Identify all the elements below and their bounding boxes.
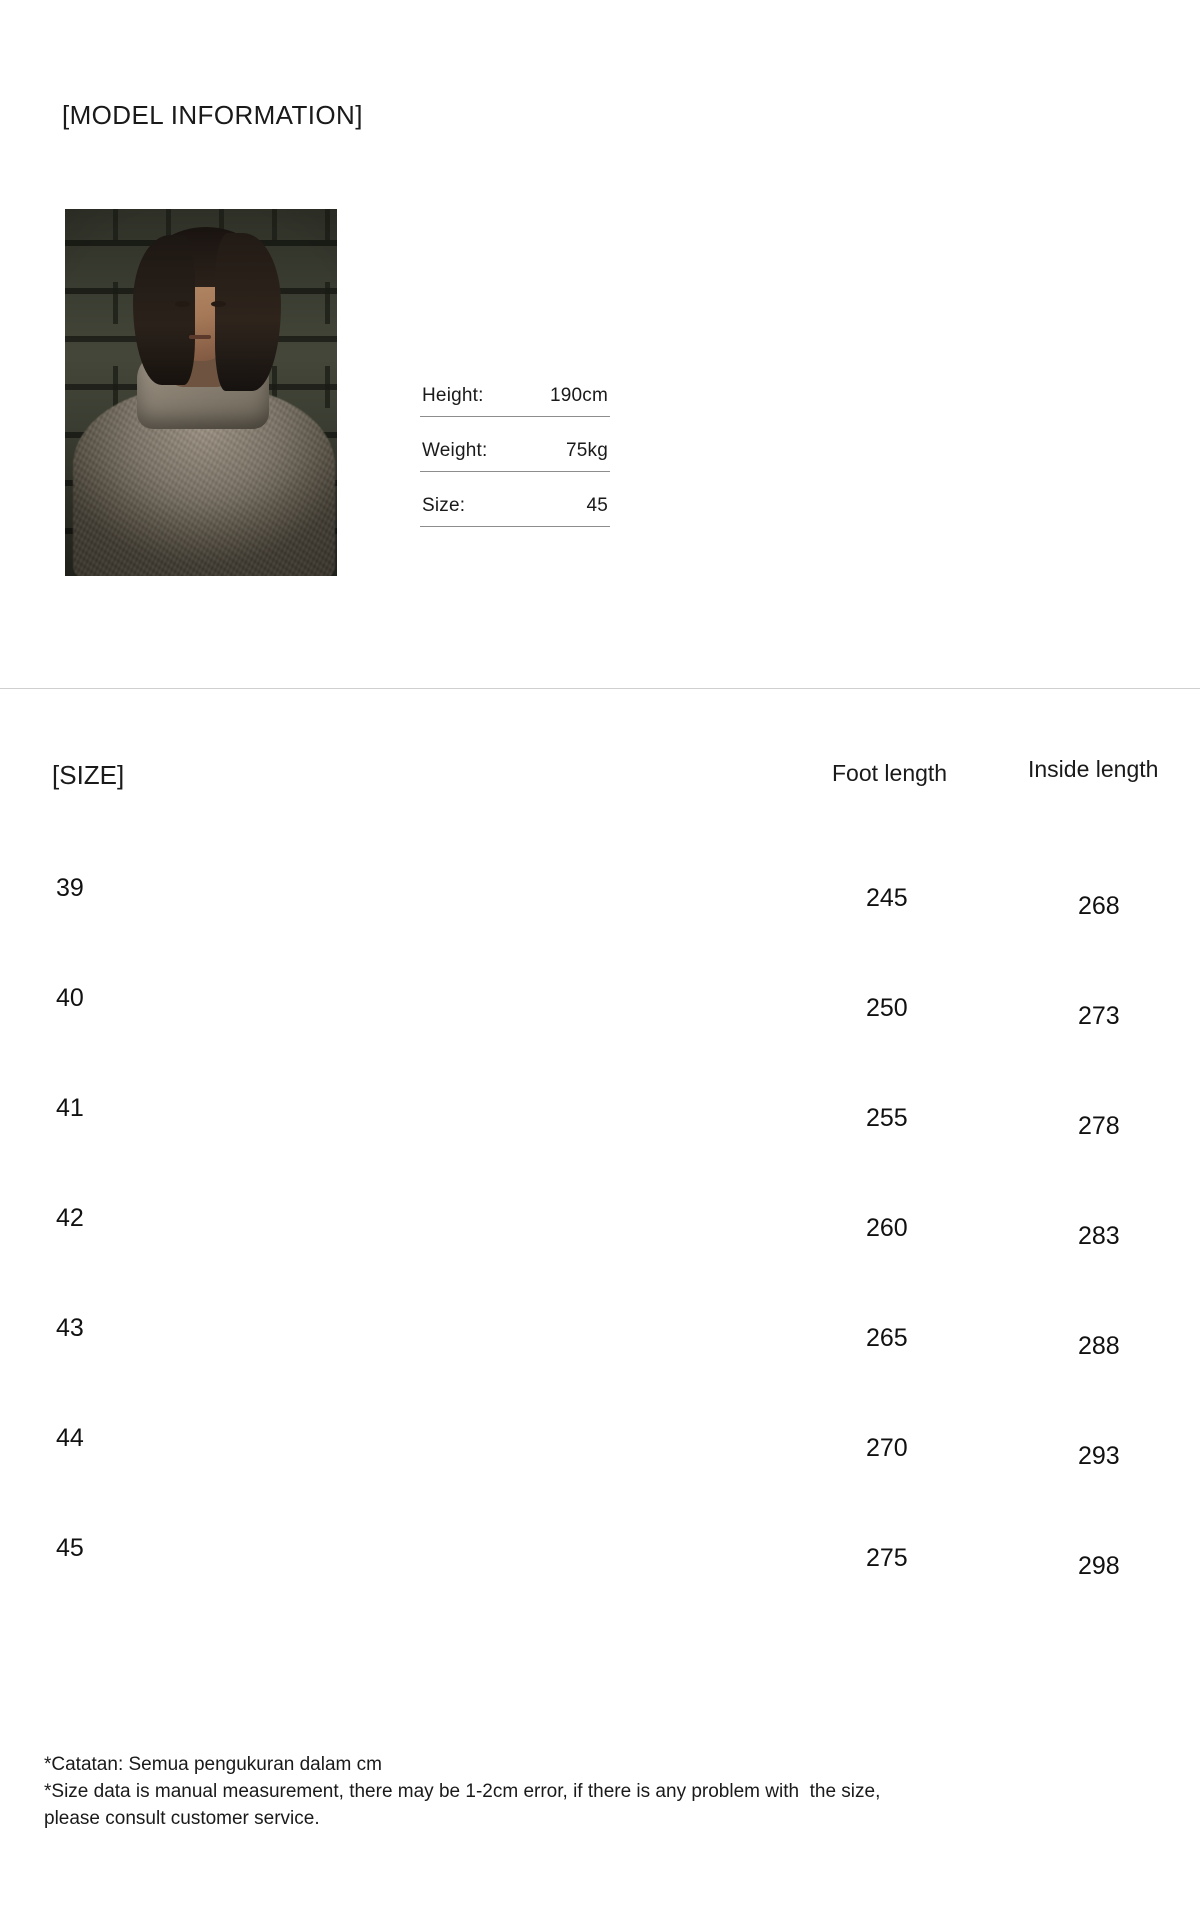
model-spec-height-label: Height: bbox=[422, 385, 484, 406]
table-row bbox=[0, 1314, 1200, 1424]
size-note-line-2: *Size data is manual measurement, there may be 1-2cm error, if there is any problem with the size, bbox=[44, 1780, 881, 1802]
table-row bbox=[0, 1424, 1200, 1534]
size-chart-header bbox=[0, 756, 1200, 830]
photo-vignette-overlay bbox=[65, 209, 337, 576]
size-chart-section bbox=[0, 756, 1200, 1644]
size-notes bbox=[44, 1752, 1164, 1833]
cell-inside-length: 298 bbox=[1078, 1552, 1120, 1580]
size-chart-title: [SIZE] bbox=[52, 760, 125, 790]
model-spec-size-value: 45 bbox=[586, 495, 608, 516]
cell-size: 44 bbox=[56, 1424, 84, 1452]
cell-inside-length: 293 bbox=[1078, 1442, 1120, 1470]
model-information-heading: [MODEL INFORMATION] bbox=[62, 100, 363, 130]
model-spec-height-value: 190cm bbox=[549, 385, 608, 406]
cell-size: 41 bbox=[56, 1094, 84, 1122]
cell-size: 40 bbox=[56, 984, 84, 1012]
cell-size: 39 bbox=[56, 874, 84, 902]
cell-inside-length: 283 bbox=[1078, 1222, 1120, 1250]
size-note-line-1: *Catatan: Semua pengukuran dalam cm bbox=[44, 1754, 382, 1775]
cell-size: 42 bbox=[56, 1204, 84, 1232]
table-row bbox=[0, 1534, 1200, 1644]
model-spec-weight-label: Weight: bbox=[422, 440, 488, 461]
size-note-line-3: please consult customer service. bbox=[44, 1807, 320, 1829]
column-header-foot-length: Foot length bbox=[832, 760, 948, 786]
table-row bbox=[0, 874, 1200, 984]
model-spec-height bbox=[420, 385, 610, 417]
cell-size: 43 bbox=[56, 1314, 84, 1342]
cell-inside-length: 288 bbox=[1078, 1332, 1120, 1360]
cell-foot-length: 270 bbox=[866, 1434, 908, 1462]
size-chart-rows bbox=[0, 874, 1200, 1644]
column-header-inside-length: Inside length bbox=[1028, 756, 1159, 782]
model-spec-weight bbox=[420, 440, 610, 472]
cell-inside-length: 278 bbox=[1078, 1112, 1120, 1140]
cell-inside-length: 273 bbox=[1078, 1002, 1120, 1030]
cell-inside-length: 268 bbox=[1078, 892, 1120, 920]
model-spec-size-label: Size: bbox=[422, 495, 466, 516]
cell-foot-length: 260 bbox=[866, 1214, 908, 1242]
model-spec-list bbox=[420, 385, 610, 527]
table-row bbox=[0, 984, 1200, 1094]
cell-foot-length: 245 bbox=[866, 884, 908, 912]
model-spec-weight-value: 75kg bbox=[565, 440, 608, 461]
section-divider bbox=[0, 688, 1200, 689]
table-row bbox=[0, 1094, 1200, 1204]
model-spec-size bbox=[420, 495, 610, 527]
cell-foot-length: 250 bbox=[866, 994, 908, 1022]
cell-foot-length: 255 bbox=[866, 1104, 908, 1132]
model-portrait-photo bbox=[65, 209, 337, 576]
cell-foot-length: 265 bbox=[866, 1324, 908, 1352]
cell-foot-length: 275 bbox=[866, 1544, 908, 1572]
cell-size: 45 bbox=[56, 1534, 84, 1562]
table-row bbox=[0, 1204, 1200, 1314]
